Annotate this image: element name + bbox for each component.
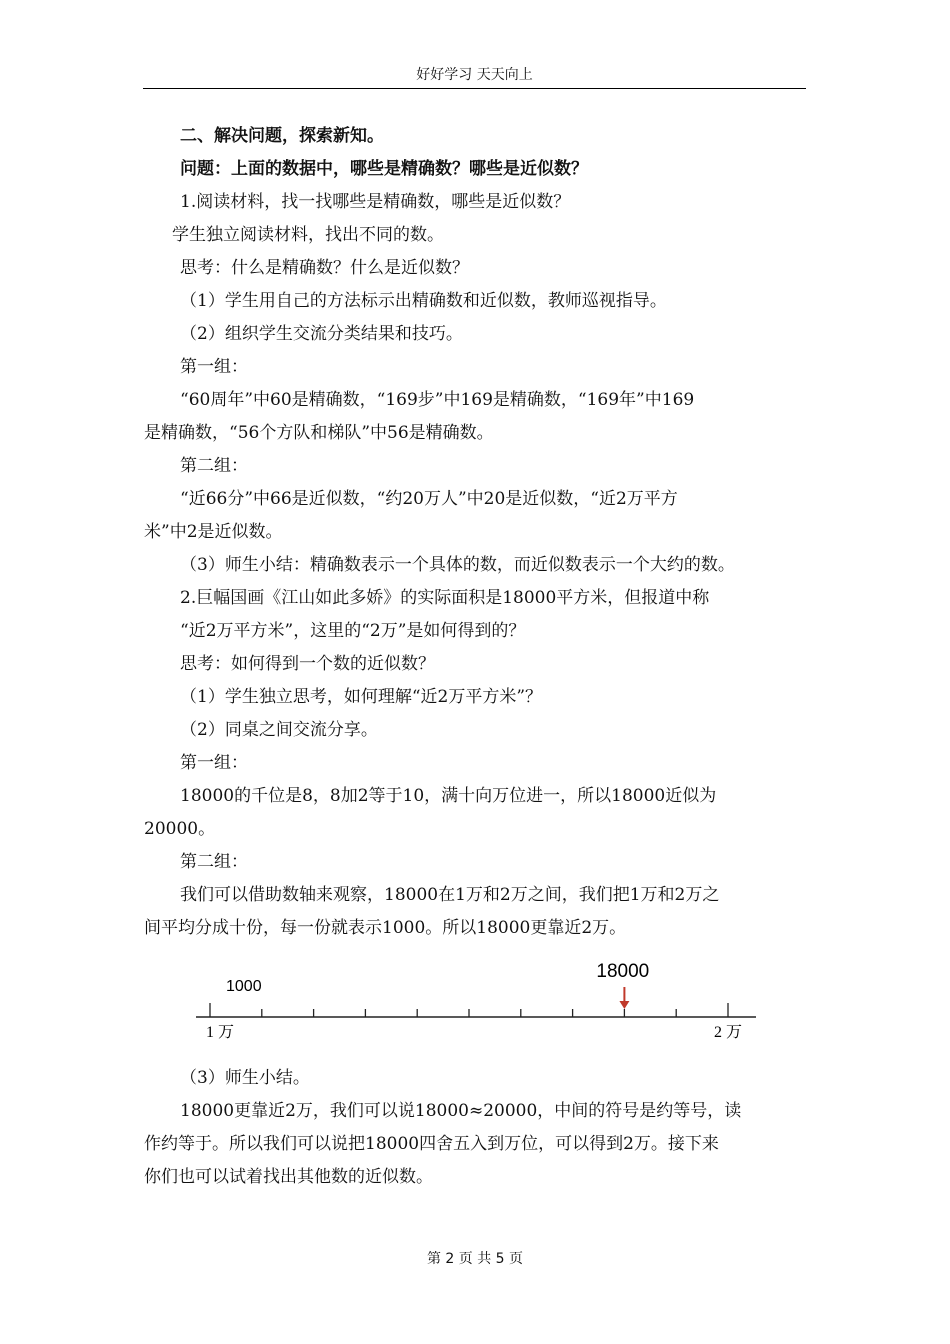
text-line: 作约等于。所以我们可以说把18000四舍五入到万位，可以得到2万。接下来 [144, 1134, 719, 1154]
page-footer: 第 2 页 共 5 页 [426, 1251, 524, 1267]
text-line: 间平均分成十份，每一份就表示1000。所以18000更靠近2万。 [144, 918, 627, 938]
point-label: 18000 [596, 961, 650, 982]
text-line: 学生独立阅读材料，找出不同的数。 [172, 225, 444, 245]
text-line: 米”中2是近似数。 [144, 522, 283, 542]
text-line: “60周年”中60是精确数，“169步”中169是精确数，“169年”中169 [180, 390, 695, 410]
text-line: 你们也可以试着找出其他数的近似数。 [144, 1167, 433, 1187]
text-line: （1）学生用自己的方法标示出精确数和近似数，教师巡视指导。 [180, 291, 667, 311]
text-line: （2）组织学生交流分类结果和技巧。 [180, 324, 463, 344]
text-line: 1.阅读材料，找一找哪些是精确数，哪些是近似数？ [180, 192, 571, 212]
document-body [144, 120, 808, 945]
text-line: （2）同桌之间交流分享。 [180, 720, 378, 740]
text-line: 我们可以借助数轴来观察，18000在1万和2万之间，我们把1万和2万之 [180, 885, 720, 905]
text-line: “近66分”中66是近似数，“约20万人”中20是近似数，“近2万平方 [180, 489, 678, 509]
step-label: 1000 [226, 978, 262, 995]
text-line: “近2万平方米”，这里的“2万”是如何得到的？ [180, 621, 526, 641]
number-line [196, 955, 766, 1045]
point-arrow-head [619, 1001, 629, 1009]
end-label: 2 万 [714, 1024, 743, 1041]
text-line: 20000。 [144, 819, 216, 839]
text-line: 思考：什么是精确数？什么是近似数？ [180, 258, 469, 278]
text-line: 第二组： [180, 456, 248, 476]
number-line-ticks [210, 1003, 728, 1017]
text-line: （3）师生小结：精确数表示一个具体的数，而近似数表示一个大约的数。 [180, 555, 735, 575]
text-line: 18000的千位是8，8加2等于10，满十向万位进一，所以18000近似为 [180, 786, 717, 806]
text-line: 第一组： [180, 357, 248, 377]
text-line: 第二组： [180, 852, 248, 872]
text-line: 二、解决问题，探索新知。 [180, 126, 384, 146]
text-line: （1）学生独立思考，如何理解“近2万平方米”？ [180, 687, 543, 707]
summary-body [144, 1062, 808, 1194]
text-line: 2.巨幅国画《江山如此多娇》的实际面积是18000平方米，但报道中称 [180, 588, 710, 608]
page-header: 好好学习 天天向上 [143, 64, 806, 89]
start-label: 1 万 [206, 1024, 235, 1041]
text-line: （3）师生小结。 [180, 1068, 310, 1088]
text-line: 18000更靠近2万，我们可以说18000≈20000，中间的符号是约等号，读 [180, 1101, 742, 1121]
number-line-svg [196, 955, 766, 1045]
text-line: 是精确数，“56个方队和梯队”中56是精确数。 [144, 423, 494, 443]
text-line: 思考：如何得到一个数的近似数？ [180, 654, 435, 674]
text-line: 问题：上面的数据中，哪些是精确数？哪些是近似数？ [180, 159, 588, 179]
text-line: 第一组： [180, 753, 248, 773]
